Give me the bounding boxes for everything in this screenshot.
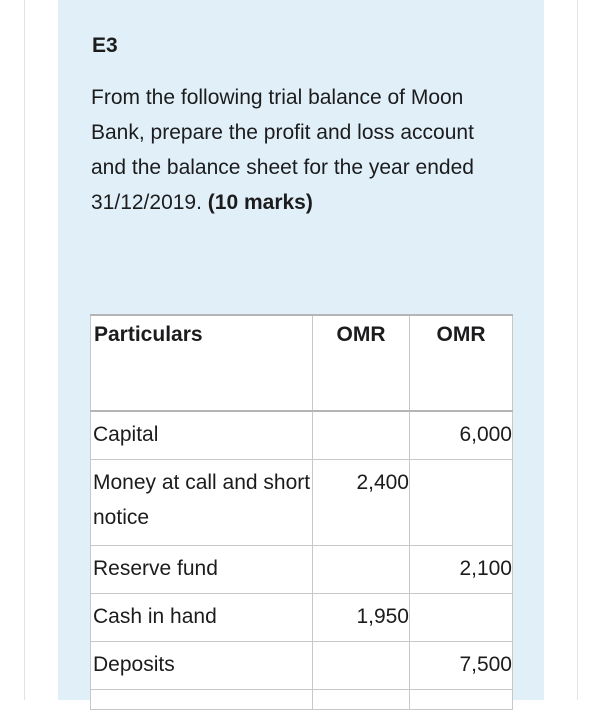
row-debit: 1,950 (313, 593, 410, 641)
table-row-partial (91, 689, 513, 709)
row-debit: 2,400 (313, 459, 410, 545)
row-debit (313, 689, 410, 709)
row-particular: Cash in hand (91, 593, 313, 641)
row-credit (410, 593, 513, 641)
row-particular: Capital (91, 411, 313, 459)
row-debit (313, 411, 410, 459)
row-credit: 7,500 (410, 641, 513, 689)
row-credit (410, 689, 513, 709)
header-omr-debit: OMR (313, 315, 410, 411)
row-particular (91, 689, 313, 709)
row-debit (313, 641, 410, 689)
page-edge-right (577, 0, 578, 700)
header-omr-credit: OMR (410, 315, 513, 411)
row-credit: 6,000 (410, 411, 513, 459)
row-debit (313, 545, 410, 593)
table-row (91, 593, 513, 641)
table-row (91, 459, 513, 545)
question-marks: (10 marks) (207, 191, 313, 214)
table-row (91, 411, 513, 459)
table-row (91, 545, 513, 593)
question-id: E3 (92, 34, 118, 57)
question-text (91, 80, 511, 220)
table-header-row (91, 315, 513, 411)
page-edge-left (24, 0, 25, 700)
row-credit: 2,100 (410, 545, 513, 593)
question-body: From the following trial balance of Moon Bank, prepare the profit and loss account and the balance sheet for the year ended 31/12/2019. (91, 86, 474, 214)
row-particular: Deposits (91, 641, 313, 689)
row-particular: Reserve fund (91, 545, 313, 593)
table-row (91, 641, 513, 689)
row-particular: Money at call and short notice (91, 459, 313, 545)
row-credit (410, 459, 513, 545)
header-particulars: Particulars (91, 315, 313, 411)
trial-balance-table (90, 314, 513, 710)
